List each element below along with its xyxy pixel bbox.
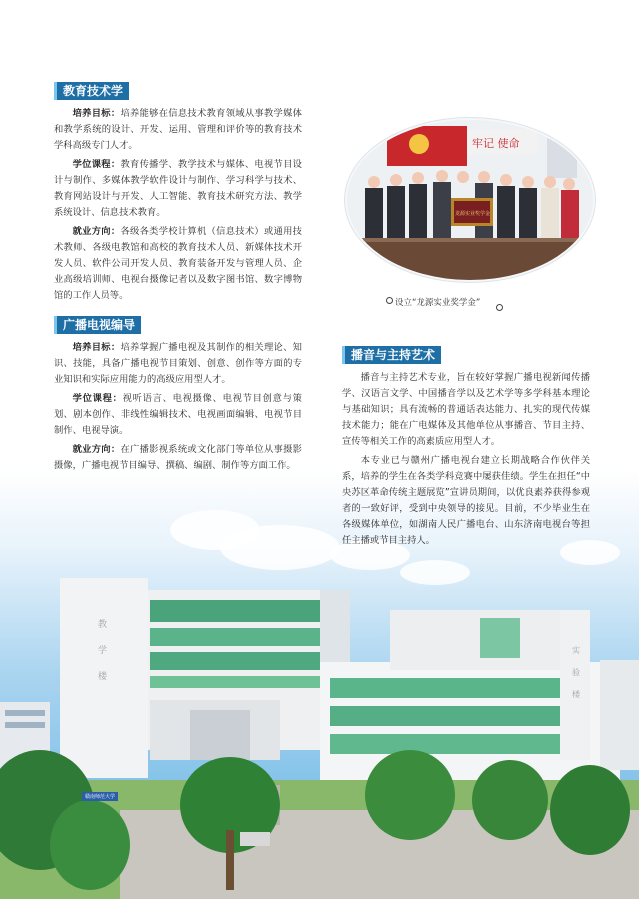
entrance-sign: 赣南师范大学 [82, 792, 118, 801]
edtech-goal-label: 培养目标： [72, 108, 121, 119]
edtech-text [54, 106, 302, 304]
broadcast-courses-text: 视听语言、电视摄像、电视节目创意与策划、剧本创作、非线性编辑技术、电视画面编辑、电视节目制作、电视导演。 [54, 393, 302, 436]
broadcast-career-label: 就业方向： [72, 444, 121, 455]
edtech-career-text: 各级各类学校计算机（信息技术）或通用技术教师、各级电教馆和高校的教育技术人员、新媒体技术开发人员、软件公司开发人员、教育装备开发与管理人员、企业高级培训师、电视台摄像记者以及数字图书馆、数字博物馆的工作人员等。 [54, 226, 302, 301]
broadcast-courses-label: 学位课程： [72, 393, 123, 404]
broadcast-text [54, 340, 302, 474]
section-title-edtech: 教育技术学 [54, 82, 129, 100]
hosting-text [342, 370, 590, 549]
edtech-courses-label: 学位课程： [72, 159, 121, 170]
caption-bullet-left [386, 297, 393, 304]
wall-slogan: 牢记 使命 [472, 137, 520, 150]
plaque-text: 龙源实业奖学金 [455, 211, 491, 217]
hosting-para-1: 播音与主持艺术专业，旨在较好掌握广播电视新闻传播学、汉语言文学、中国播音学以及艺术学等多学科基本理论与基础知识；具有流畅的普通话表达能力、扎实的现代传媒技术能力；能在广电媒体及其他单位从事播音、节目主持、宣传等相关工作的高素质应用型人才。 [342, 372, 590, 447]
campus-building-image [0, 570, 639, 899]
photo-caption: 设立“龙源实业奖学金” [395, 298, 481, 308]
caption-bullet-right [496, 304, 503, 311]
edtech-courses-text: 教育传播学、教学技术与媒体、电视节目设计与制作、多媒体教学软件设计与制作、学习科学与技术、教育网站设计与开发、人工智能、教育技术研究方法、教学系统设计、信息技术教育。 [54, 159, 302, 218]
scholarship-photo [345, 118, 595, 282]
edtech-career-label: 就业方向： [72, 226, 121, 237]
broadcast-goal-label: 培养目标： [72, 342, 121, 353]
broadcast-career-text: 在广播影视系统或文化部门等单位从事摄影摄像，广播电视节目编导、撰稿、编剧、制作等方面工作。 [54, 444, 302, 471]
left-building-sign: 教 学 楼 [98, 620, 108, 682]
edtech-goal-text: 培养能够在信息技术教育领域从事教学媒体和教学系统的设计、开发、运用、管理和评价等的教育技术学科高级专门人才。 [54, 108, 302, 151]
hosting-para-2: 本专业已与赣州广播电视台建立长期战略合作伙伴关系，培养的学生在各类学科竞赛中屡获佳绩。学生在担任“中央苏区革命传统主题展览”宣讲员期间，以优良素养获得参观者的一致好评，受到中央领导的接见。目前，不少毕业生在各级媒体单位，如湖南人民广播电台、山东济南电视台等担任主播或节目主持人。 [342, 455, 590, 546]
section-title-hosting: 播音与主持艺术 [342, 346, 441, 364]
group-photo-image [347, 120, 593, 280]
right-building-sign: 实 验 楼 [572, 646, 580, 699]
section-title-broadcast: 广播电视编导 [54, 316, 141, 334]
broadcast-goal-text: 培养掌握广播电视及其制作的相关理论、知识、技能，具备广播电视节目策划、创意、创作等方面的专业知识和实际应用能力的高级应用型人才。 [54, 342, 302, 385]
